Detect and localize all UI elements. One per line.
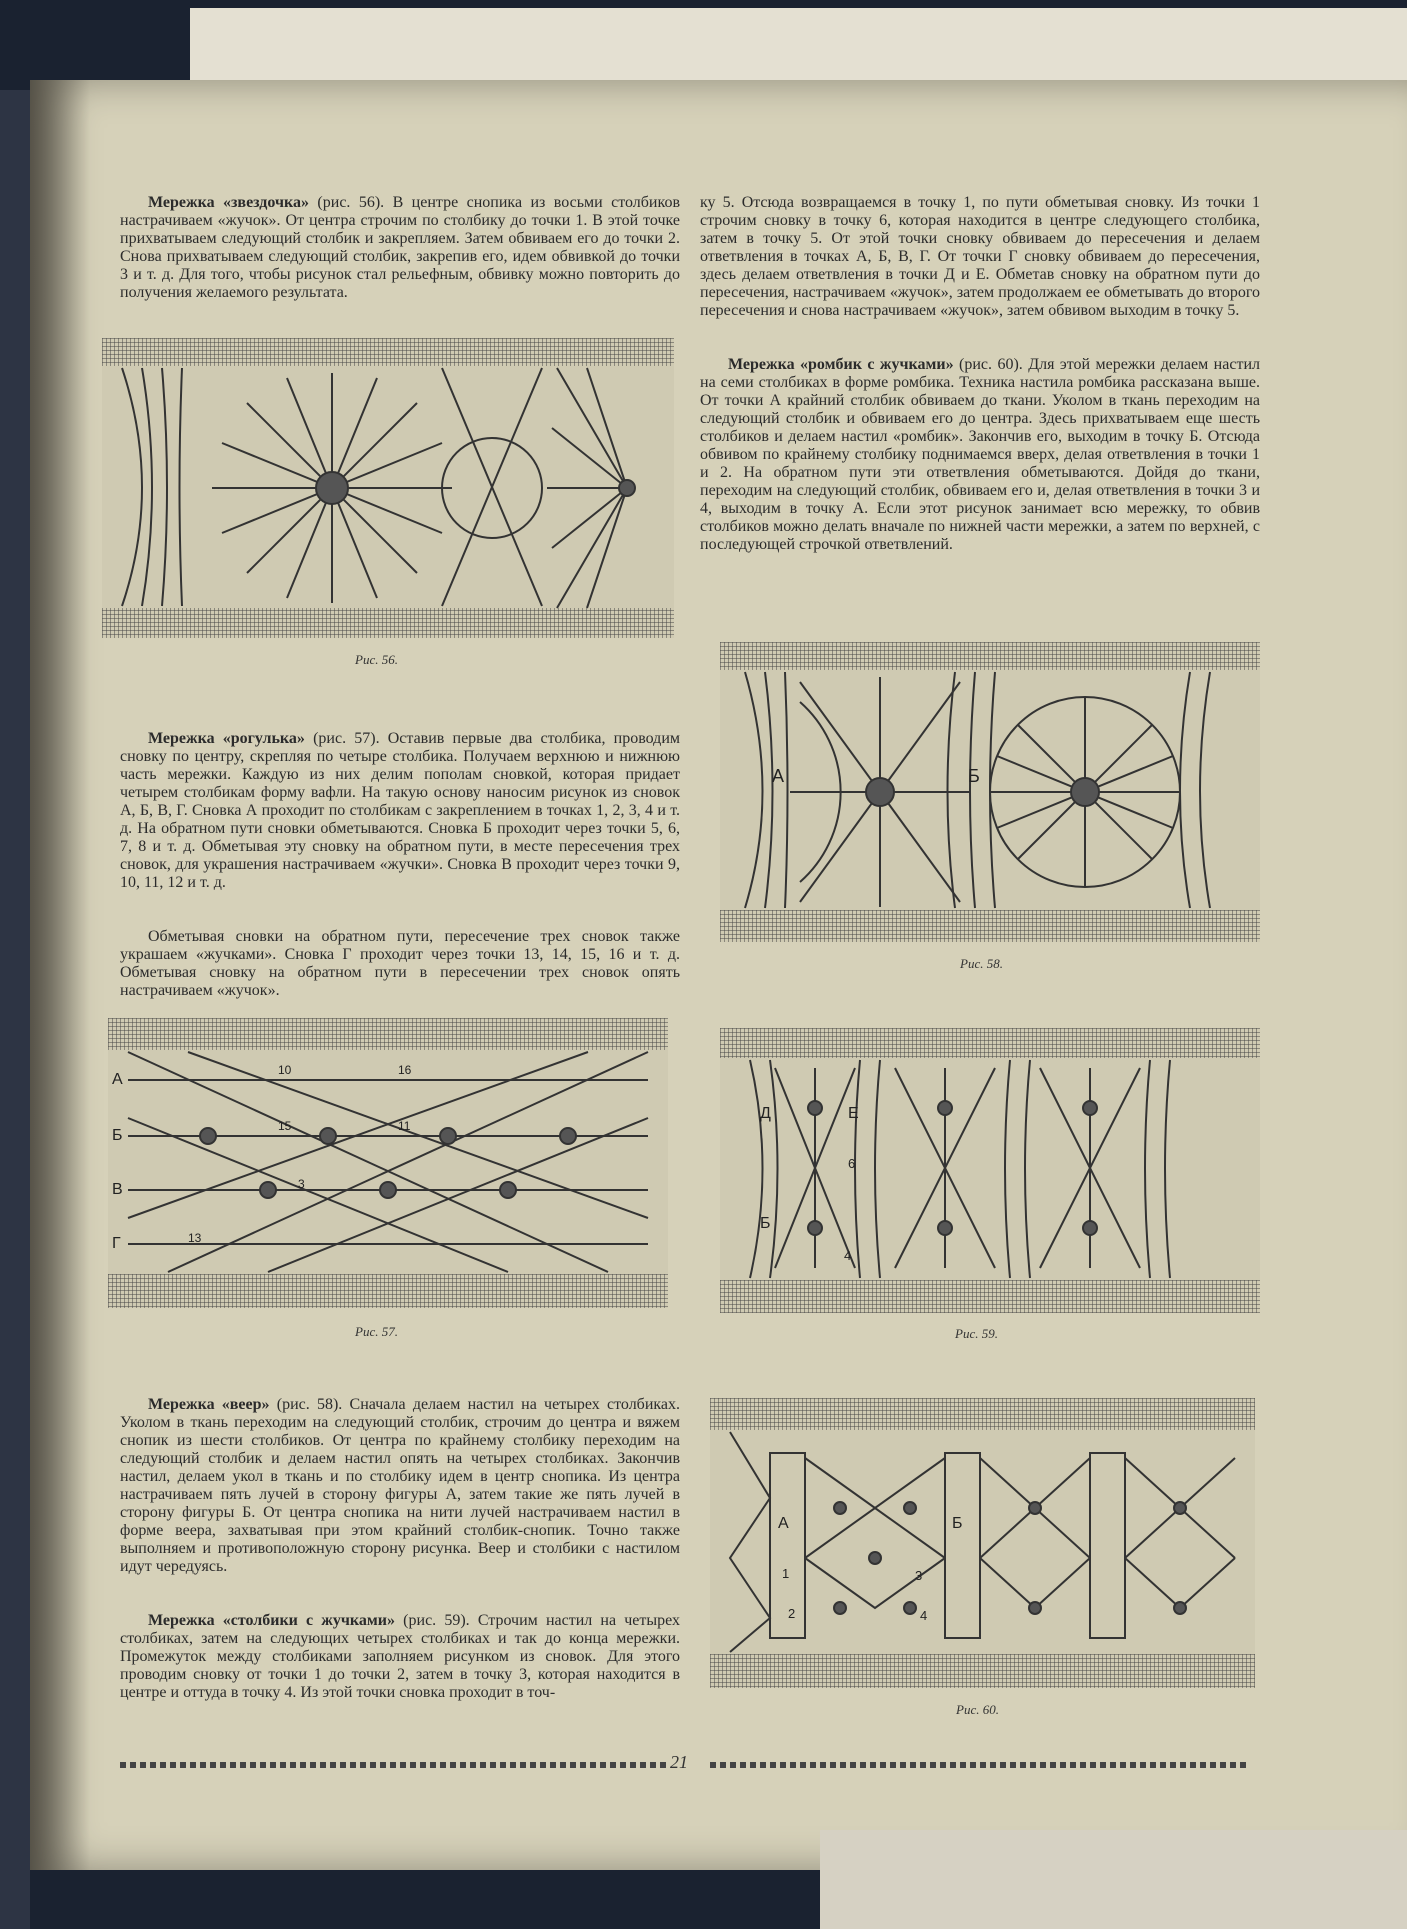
book-page (30, 80, 1407, 1870)
heading-zvezdochka: Мережка «звездочка» (148, 194, 309, 211)
caption-fig58: Рис. 58. (960, 956, 1003, 971)
figure-59-drawing (720, 1028, 1260, 1313)
heading-rombik: Мережка «ромбик с жучками» (728, 356, 954, 373)
heading-stolbiki: Мережка «столбики с жучками» (148, 1612, 396, 1629)
left-column-middle (120, 694, 685, 1036)
fig59-label-6: 6 (848, 1156, 856, 1171)
fig59-label-b: Б (760, 1215, 771, 1232)
figure-58-drawing (720, 642, 1260, 942)
left-column-bottom (120, 1360, 685, 1738)
fig59-label-4: 4 (844, 1248, 852, 1263)
paragraph-veer: (рис. 58). Сначала делаем настил на четырех столбиках. Уколом в ткань переходим на следующий столбик, строчим до центра и вяжем снопик из шести столбиков. От центра по крайнему столбику переходим на следующий столбик и делаем настил опять на четырех столбиках. Закончив настил, делаем укол в ткань и по столбику идем в центр снопика. Из центра настрачиваем пять лучей в сторону фигуры А, затем такие же пять лучей в сторону фигуры Б. От центра снопика на нити лучей настрачиваем настил в форме веера, захватывая при этом крайний столбик-снопик. Точно также выполняем и противоположную сторону рисунка. Веер и столбики с настилом идут чередуясь. (120, 1396, 685, 1575)
left-column-top (120, 158, 685, 338)
fig57-label-11: 11 (398, 1119, 411, 1133)
page-number: 21 (670, 1752, 688, 1772)
figure-59 (720, 1028, 1260, 1313)
figure-60-drawing (710, 1398, 1255, 1688)
heading-rogulka: Мережка «рогулька» (148, 730, 305, 747)
heading-veer: Мережка «веер» (148, 1396, 270, 1413)
fig57-label-a: А (112, 1071, 123, 1088)
footer-wavy-line-right (710, 1762, 1250, 1768)
background-paper-bottom (820, 1830, 1407, 1929)
figure-57-drawing (108, 1018, 668, 1308)
paragraph-stolbiki: (рис. 59). Строчим настил на четырех столбиках, затем на следующих четырех столбиках и так до конца мережки. Промежуток между столбиками заполняем рисунком из сновок. Для этого проводим сновку от точки 1 до точки 2, затем в точку 3, которая находится в центре и оттуда в точку 4. Из этой точки сновка проходит в точ- (120, 1612, 684, 1701)
figure-57 (108, 1018, 668, 1308)
caption-fig59: Рис. 59. (955, 1326, 998, 1341)
paragraph-rogulka: (рис. 57). Оставив первые два столбика, проводим сновку по центру, скрепляя по четыре столбика. Получаем верхнюю и нижнюю часть мережки. Каждую из них делим пополам сновкой, которая придает четырем столбикам форму вафли. На такую основу наносим рисунок из сновок А, Б, В, Г. Сновка А проходит по столбикам с закреплением в точках 1, 2, 3, 4 и т. д. На обратном пути сновки обметываются. Сновка Б проходит через точки 5, 6, 7, 8 и т. д. Обметывая эту сновку на обратном пути, в месте пересечения трех сновок, для украшения настрачиваем «жучки». Сновка В проходит через точки 9, 10, 11, 12 и т. д. (120, 730, 685, 891)
right-column-top (700, 158, 1264, 590)
fig60-label-4: 4 (920, 1608, 928, 1623)
fig60-label-3: 3 (915, 1568, 923, 1583)
fig57-label-v: В (112, 1181, 123, 1198)
fig57-label-13: 13 (188, 1231, 202, 1245)
caption-fig56: Рис. 56. (355, 652, 398, 667)
figure-56 (102, 338, 674, 638)
fig60-label-a: А (778, 1515, 789, 1532)
paragraph-stolbiki-cont: ку 5. Отсюда возвращаемся в точку 1, по пути обметывая сновку. Из точки 1 строчим сновку в точку 6, которая находится в центре следующего столбика, затем в точку 5. От этой точки сновку обвиваем до пересечения и делаем ответвления в точках А, Б, В, Г. От точки Г сновку обвиваем до пересечения, здесь делаем ответвления в точки Д и Е. Обметав сновку на обратном пути до пересечения, настрачиваем «жучок», затем продолжаем ее обметывать до второго пересечения и снова настрачиваем «жучок», затем обвивом выходим в точку 5. (700, 194, 1264, 319)
fig58-label-b: Б (968, 766, 980, 786)
fig57-label-b: Б (112, 1127, 123, 1144)
fig57-label-10: 10 (278, 1063, 292, 1077)
caption-fig60: Рис. 60. (956, 1702, 999, 1717)
fig57-label-3: 3 (298, 1177, 305, 1191)
fig57-label-16: 16 (398, 1063, 412, 1077)
fig60-label-1: 1 (782, 1566, 790, 1581)
fig57-label-g: Г (112, 1235, 121, 1252)
fig60-label-b: Б (952, 1515, 963, 1532)
fig58-label-a: А (772, 766, 785, 786)
fig57-label-15: 15 (278, 1119, 292, 1133)
figure-56-drawing (102, 338, 674, 638)
caption-fig57: Рис. 57. (355, 1324, 398, 1339)
footer-wavy-line-left (120, 1762, 670, 1768)
book-cover-edge (0, 90, 30, 1929)
paragraph-rombik: (рис. 60). Для этой мережки делаем настил на семи столбиках в форме ромбика. Техника настила ромбика рассказана выше. От точки А крайний столбик обвиваем до ткани. Уколом в ткань переходим на следующий столбик и обвиваем его до центра. Здесь прихватываем еще шесть столбиков и делаем настил «ромбик». Закончив его, выходим в точку Б. Отсюда обвивом по крайнему столбику поднимаемся вверх, делая ответвления в точки 1 и 2. На обратном пути эти ответвления обметываются. Дойдя до ткани, переходим на следующий столбик, обвиваем его и, делая ответвления в точки 3 и 4, выходим в точку А. Если этот рисунок занимает всю мережку, то обвив столбиков можно делать вначале по нижней части мережки, а затем по верхней, с последующей строчкой ответвлений. (700, 356, 1264, 553)
figure-58 (720, 642, 1260, 942)
paragraph-zvezdochka: (рис. 56). В центре снопика из восьми столбиков настрачиваем «жучок». От центра строчим по столбику до точки 1. В этой точке прихватываем следующий столбик и закрепляем. Затем обвиваем его до точки 2. Снова прихватываем следующий столбик, закрепив его, идем обвивкой до точки 3 и т. д. Для того, чтобы рисунок стал рельефным, обвивку можно повторить до получения желаемого результата. (120, 194, 685, 301)
paragraph-rogulka-2: Обметывая сновки на обратном пути, пересечение трех сновок также украшаем «жучками». Сновка Г проходит через точки 13, 14, 15, 16 и т. д. Обметывая сновку на обратном пути в пересечении трех сновок опять настрачиваем «жучок». (120, 928, 684, 999)
fig59-label-e: Е (848, 1105, 859, 1122)
fig60-label-2: 2 (788, 1606, 796, 1621)
fig59-label-d: Д (760, 1105, 771, 1122)
gutter-shadow (30, 80, 90, 1870)
figure-60 (710, 1398, 1255, 1688)
